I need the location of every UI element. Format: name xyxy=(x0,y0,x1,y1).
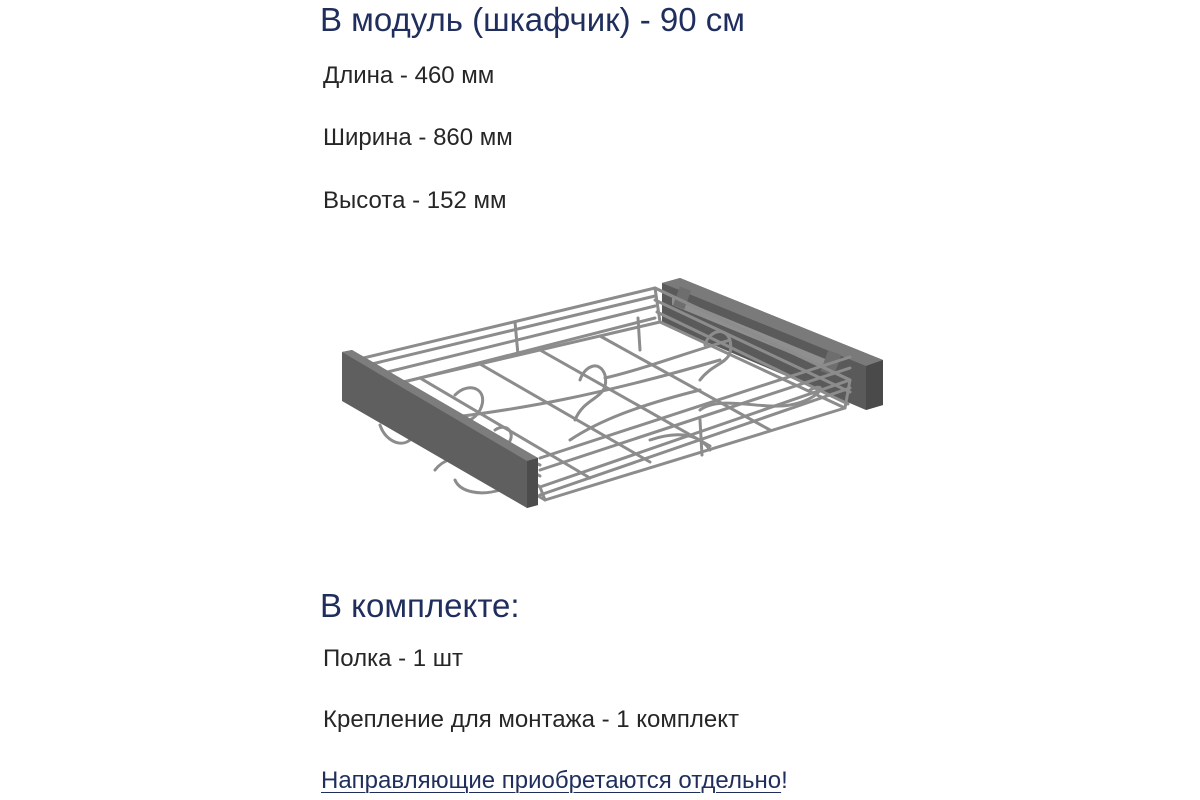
kit-item-mounting: Крепление для монтажа - 1 комплект xyxy=(323,706,740,733)
guides-note xyxy=(321,766,788,796)
spec-length: Длина - 460 мм xyxy=(323,62,495,89)
guides-note-suffix: ! xyxy=(781,767,788,794)
kit-title: В комплекте: xyxy=(320,587,520,624)
spec-width: Ширина - 860 мм xyxy=(323,124,513,151)
guides-note-text: Направляющие приобретаются отдельно xyxy=(321,767,782,794)
module-title: В модуль (шкафчик) - 90 см xyxy=(320,1,745,38)
spec-height: Высота - 152 мм xyxy=(323,187,507,214)
kit-item-shelf: Полка - 1 шт xyxy=(323,645,464,672)
